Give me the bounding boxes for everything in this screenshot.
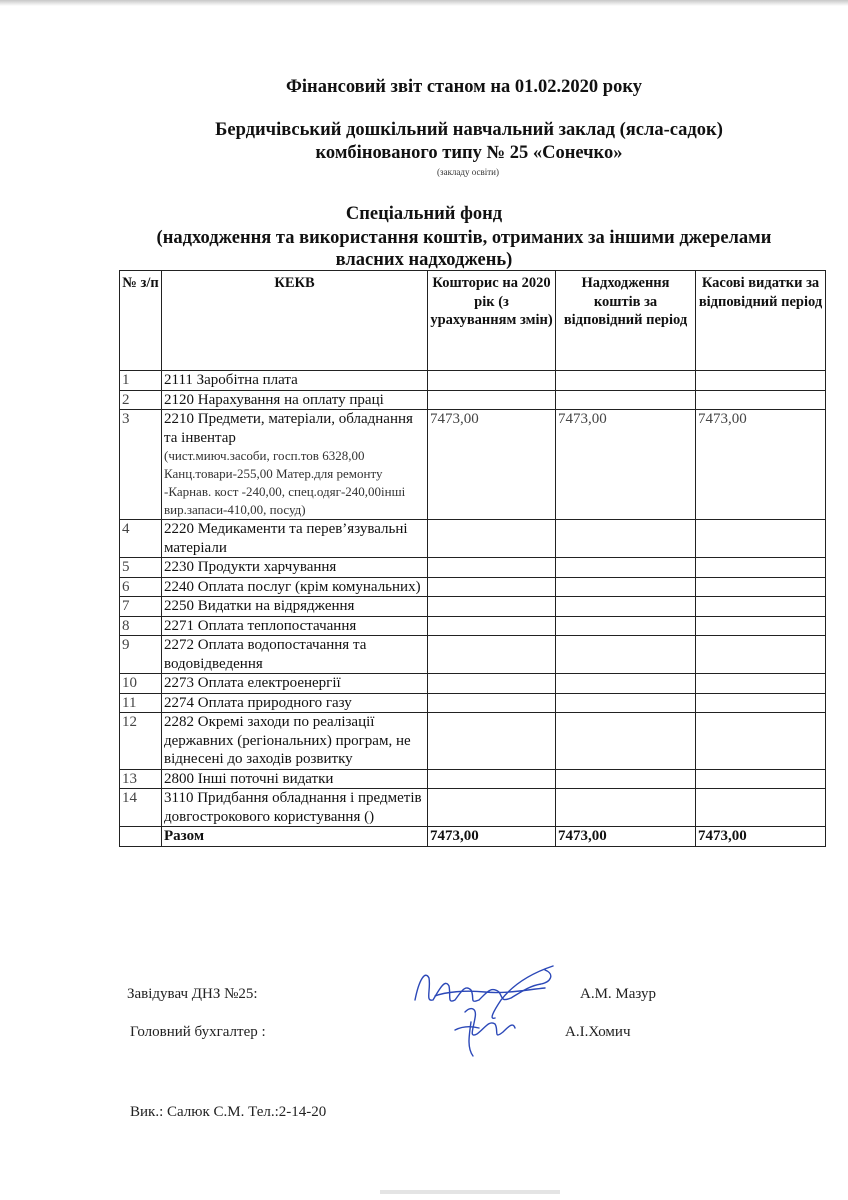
- table-row: [120, 636, 826, 674]
- row-num: 1: [120, 371, 162, 391]
- header-estimate: Кошторис на 2020 рік (з урахуванням змін): [428, 271, 556, 371]
- row-expenses: [696, 636, 826, 674]
- row-receipts: [556, 674, 696, 694]
- row-expenses: [696, 789, 826, 827]
- director-label: Завідувач ДНЗ №25:: [127, 986, 258, 1002]
- accountant-label: Головний бухгалтер :: [130, 1024, 266, 1040]
- table-row: [120, 597, 826, 617]
- total-expenses: 7473,00: [696, 827, 826, 847]
- row-num: 6: [120, 577, 162, 597]
- scan-edge-top: [0, 0, 848, 6]
- row-receipts: [556, 577, 696, 597]
- header-num: № з/п: [120, 271, 162, 371]
- row-kekv: 2111 Заробітна плата: [162, 371, 428, 391]
- row-expenses: [696, 390, 826, 410]
- table-row: [120, 769, 826, 789]
- row-kekv: 2120 Нарахування на оплату праці: [162, 390, 428, 410]
- row-expenses: [696, 577, 826, 597]
- row-estimate: [428, 597, 556, 617]
- table-row: [120, 390, 826, 410]
- row-receipts: 7473,00: [556, 410, 696, 520]
- table-row: [120, 616, 826, 636]
- row-receipts: [556, 597, 696, 617]
- total-row: [120, 827, 826, 847]
- row-kekv: 2274 Оплата природного газу: [162, 693, 428, 713]
- row-receipts: [556, 520, 696, 558]
- header-receipts: Надходження коштів за відповідний період: [556, 271, 696, 371]
- row-expenses: 7473,00: [696, 410, 826, 520]
- row-estimate: 7473,00: [428, 410, 556, 520]
- row-num: 9: [120, 636, 162, 674]
- institution-caption: (закладу освіти): [437, 167, 499, 177]
- table-row: [120, 410, 826, 520]
- row-kekv: 2282 Окремі заходи по реалізації державних (регіональних) програм, не віднесені до заходів розвитку: [162, 713, 428, 770]
- scan-edge-bottom: [380, 1190, 560, 1194]
- row-kekv: 2240 Оплата послуг (крім комунальних): [162, 577, 428, 597]
- row-estimate: [428, 577, 556, 597]
- row-kekv: 3110 Придбання обладнання і предметів довгострокового користування (): [162, 789, 428, 827]
- row-kekv: 2271 Оплата теплопостачання: [162, 616, 428, 636]
- header-kekv: КЕКВ: [162, 271, 428, 371]
- header-expenses: Касові видатки за відповідний період: [696, 271, 826, 371]
- row-receipts: [556, 789, 696, 827]
- row-receipts: [556, 713, 696, 770]
- institution-name-line2: комбінованого типу № 25 «Сонечко»: [315, 143, 623, 163]
- total-label: Разом: [162, 827, 428, 847]
- accountant-name: А.І.Хомич: [565, 1024, 631, 1040]
- row-estimate: [428, 674, 556, 694]
- row-num: 12: [120, 713, 162, 770]
- table-row: [120, 713, 826, 770]
- table-row: [120, 558, 826, 578]
- row-estimate: [428, 520, 556, 558]
- row-receipts: [556, 390, 696, 410]
- row-receipts: [556, 616, 696, 636]
- row-estimate: [428, 789, 556, 827]
- row-kekv: 2230 Продукти харчування: [162, 558, 428, 578]
- row-num: 4: [120, 520, 162, 558]
- director-name: А.М. Мазур: [580, 986, 657, 1002]
- row-expenses: [696, 693, 826, 713]
- row-receipts: [556, 558, 696, 578]
- row-receipts: [556, 769, 696, 789]
- row-estimate: [428, 693, 556, 713]
- table-row: [120, 520, 826, 558]
- fund-subtitle-line2: власних надходжень): [335, 250, 513, 270]
- row-estimate: [428, 616, 556, 636]
- row-num: 13: [120, 769, 162, 789]
- table-row: [120, 577, 826, 597]
- row-kekv-detail: (чист.миюч.засоби, госп.тов 6328,00 Канц.товари-255,00 Матер.для ремонту -Карнав. кост -240,00, спец.одяг-240,00інші вир.запаси-410,00, посуд): [164, 448, 406, 517]
- total-num: [120, 827, 162, 847]
- row-kekv: 2800 Інші поточні видатки: [162, 769, 428, 789]
- table-row: [120, 674, 826, 694]
- handwritten-signature: [405, 960, 565, 1060]
- row-expenses: [696, 713, 826, 770]
- row-estimate: [428, 636, 556, 674]
- row-estimate: [428, 558, 556, 578]
- row-kekv: 2250 Видатки на відрядження: [162, 597, 428, 617]
- executor-info: Вик.: Салюк С.М. Тел.:2-14-20: [130, 1104, 327, 1120]
- row-expenses: [696, 371, 826, 391]
- row-expenses: [696, 597, 826, 617]
- row-estimate: [428, 769, 556, 789]
- total-estimate: 7473,00: [428, 827, 556, 847]
- fund-title: Спеціальний фонд: [345, 204, 503, 224]
- row-expenses: [696, 558, 826, 578]
- row-num: 7: [120, 597, 162, 617]
- table-row: [120, 693, 826, 713]
- row-kekv-cell: [162, 410, 428, 520]
- row-kekv: 2220 Медикаменти та перев’язувальні матеріали: [162, 520, 428, 558]
- row-receipts: [556, 371, 696, 391]
- row-num: 8: [120, 616, 162, 636]
- row-estimate: [428, 371, 556, 391]
- table-row: [120, 371, 826, 391]
- row-num: 11: [120, 693, 162, 713]
- row-num: 2: [120, 390, 162, 410]
- report-title: Фінансовий звіт станом на 01.02.2020 року: [286, 77, 642, 97]
- row-expenses: [696, 674, 826, 694]
- fund-subtitle-line1: (надходження та використання коштів, отриманих за іншими джерелами: [156, 228, 772, 248]
- total-receipts: 7473,00: [556, 827, 696, 847]
- row-expenses: [696, 616, 826, 636]
- row-expenses: [696, 769, 826, 789]
- row-receipts: [556, 636, 696, 674]
- row-expenses: [696, 520, 826, 558]
- row-kekv: 2273 Оплата електроенергії: [162, 674, 428, 694]
- row-num: 10: [120, 674, 162, 694]
- row-kekv: 2272 Оплата водопостачання та водовідведення: [162, 636, 428, 674]
- institution-name-line1: Бердичівський дошкільний навчальний заклад (ясла-садок): [215, 120, 723, 140]
- row-estimate: [428, 390, 556, 410]
- row-num: 5: [120, 558, 162, 578]
- row-kekv: 2210 Предмети, матеріали, обладнання та інвентар: [164, 411, 413, 446]
- row-num: 14: [120, 789, 162, 827]
- financial-table: [119, 270, 826, 847]
- table-row: [120, 789, 826, 827]
- row-estimate: [428, 713, 556, 770]
- row-num: 3: [120, 410, 162, 520]
- row-receipts: [556, 693, 696, 713]
